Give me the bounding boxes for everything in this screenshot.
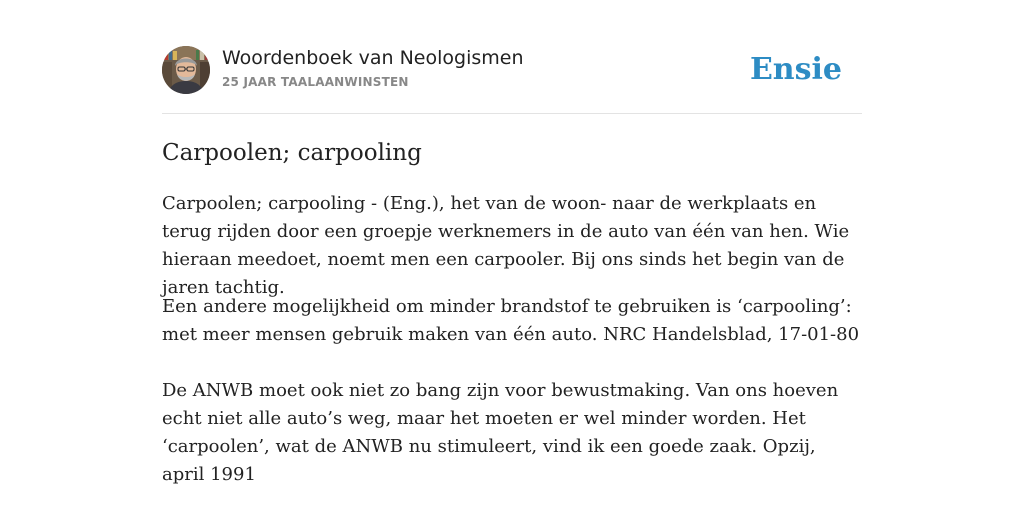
entry-quote: De ANWB moet ook niet zo bang zijn voor bewustmaking. Van ons hoeven echt niet alle auto’s weg, maar het moeten er wel minder worden. Het ‘carpoolen’, wat de ANWB nu stimuleert, vind ik een goede zaak. Opzij, april 1991: [162, 380, 839, 485]
source-header: [162, 46, 862, 96]
entry-title: Carpoolen; carpooling: [162, 140, 422, 166]
author-portrait-icon: [162, 46, 210, 94]
entry-definition: Carpoolen; carpooling - (Eng.), het van de woon- naar de werkplaats en terug rijden door een groepje werknemers in de auto van één van hen. Wie hieraan meedoet, noemt men een carpooler. Bij ons sinds het begin van de jaren tachtig.: [162, 193, 850, 298]
source-subtitle: 25 JAAR TAALAANWINSTEN: [222, 75, 409, 89]
header-divider: [162, 113, 862, 114]
entry-quote: Een andere mogelijkheid om minder brandstof te gebruiken is ‘carpooling’: met meer mensen gebruik maken van één auto. NRC Handelsblad, 17-01-80: [162, 296, 860, 345]
avatar[interactable]: [162, 46, 210, 94]
brand-logo[interactable]: Ensie: [749, 52, 842, 87]
source-title[interactable]: Woordenboek van Neologismen: [222, 47, 524, 69]
